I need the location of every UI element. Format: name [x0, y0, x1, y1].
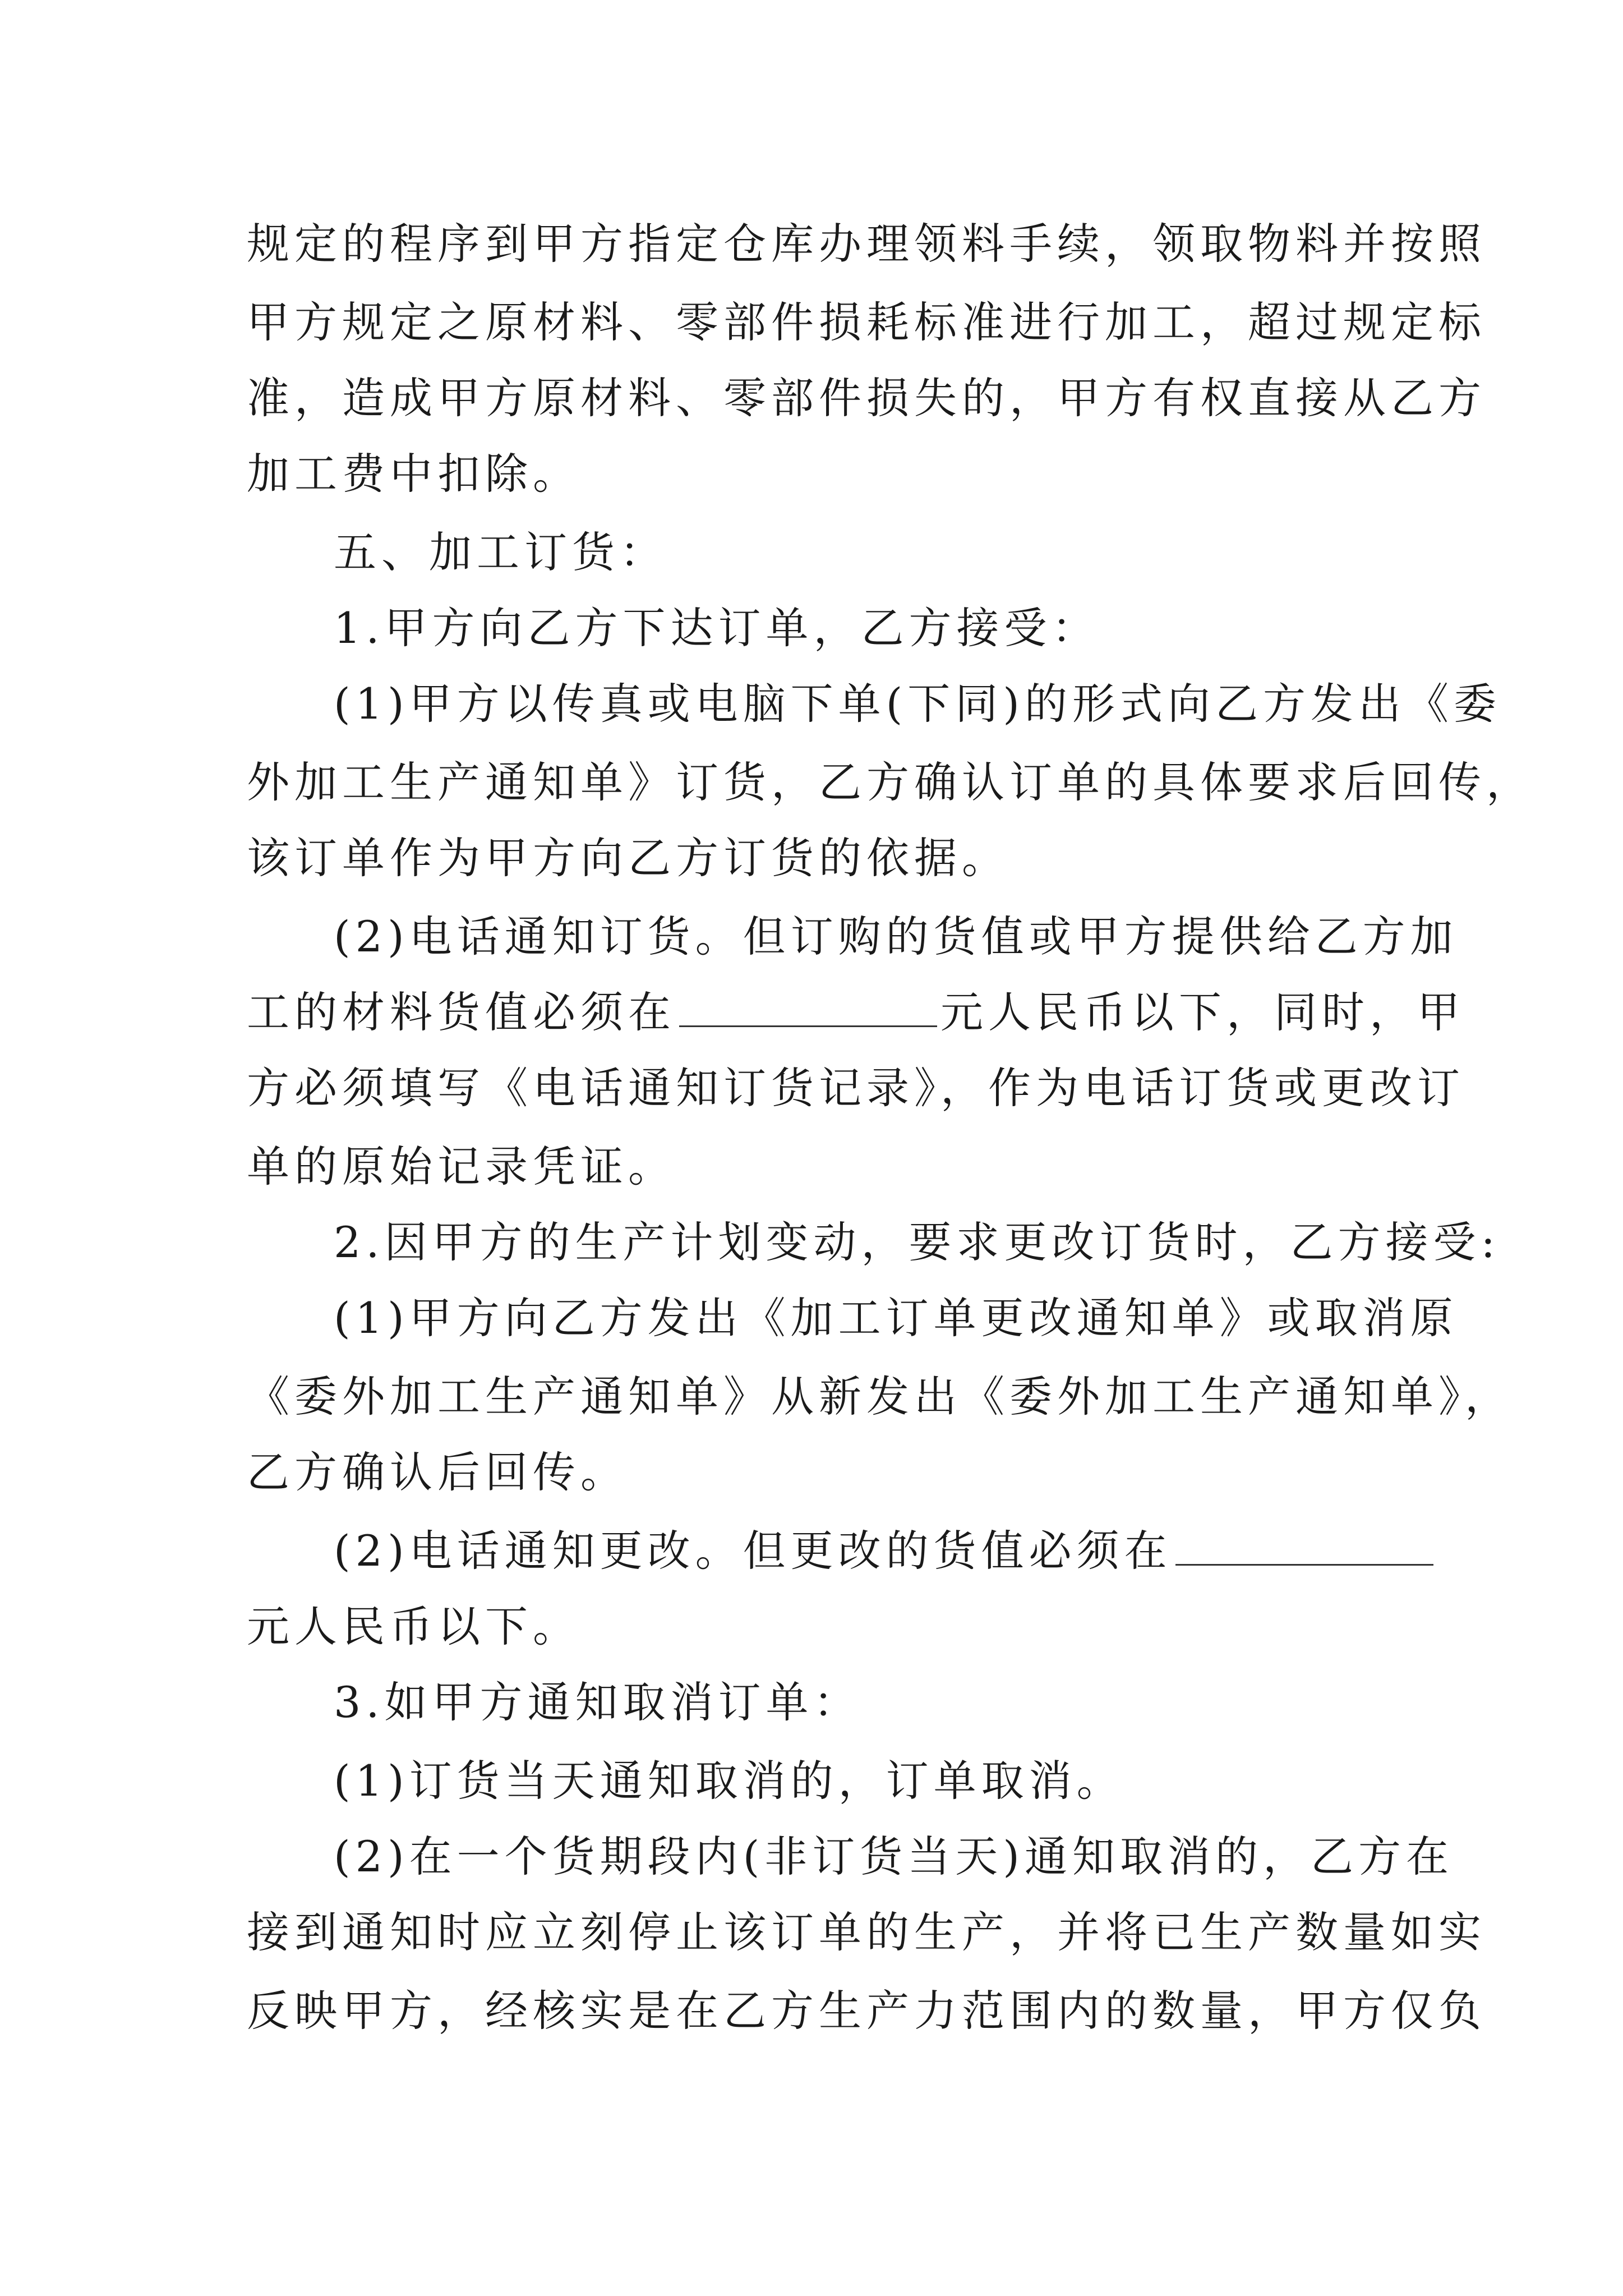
section-heading: 五、加工订货：: [334, 527, 667, 577]
paragraph-line: 该订单作为甲方向乙方订货的依据。: [247, 833, 1009, 883]
paragraph-line: 准，造成甲方原材料、零部件损失的，甲方有权直接从乙方: [247, 373, 1486, 423]
paragraph-line: (2)在一个货期段内(非订货当天)通知取消的，乙方在: [334, 1832, 1454, 1881]
line-text-before-blank: 工的材料货值必须在: [247, 987, 676, 1037]
paragraph-line: (1)甲方向乙方发出《加工订单更改通知单》或取消原: [334, 1293, 1458, 1343]
paragraph-line-with-blank: [247, 973, 1465, 1052]
fill-in-blank: [1175, 1524, 1433, 1566]
paragraph-line: 反映甲方，经核实是在乙方生产力范围内的数量，甲方仅负: [247, 1986, 1486, 2036]
paragraph-line-with-blank: [334, 1512, 1500, 1590]
paragraph-line: 加工费中扣除。: [247, 449, 580, 499]
paragraph-line: 接到通知时应立刻停止该订单的生产，并将已生产数量如实: [247, 1907, 1486, 1957]
paragraph-line: (1)订货当天通知取消的，订单取消。: [334, 1756, 1124, 1806]
paragraph-line: 单的原始记录凭证。: [247, 1142, 676, 1191]
paragraph-line: 元人民币以下。: [247, 1602, 580, 1651]
paragraph-line: 乙方确认后回传。: [247, 1447, 628, 1497]
fill-in-blank: [679, 985, 937, 1027]
line-text-after-blank: 元人民币以下，同时，甲: [940, 987, 1465, 1037]
clause-heading: 3.如甲方通知取消订单：: [334, 1677, 861, 1727]
paragraph-line: 方必须填写《电话通知订货记录》，作为电话订货或更改订: [247, 1063, 1465, 1113]
clause-heading: 1.甲方向乙方下达订单，乙方接受：: [334, 603, 1100, 653]
paragraph-line: 《委外加工生产通知单》从新发出《委外加工生产通知单》，: [247, 1372, 1513, 1421]
line-text-before-blank: (2)电话通知更改。但更改的货值必须在: [334, 1526, 1172, 1576]
paragraph-line: 甲方规定之原材料、零部件损耗标准进行加工，超过规定标: [247, 297, 1486, 347]
paragraph-line: 外加工生产通知单》订货，乙方确认订单的具体要求后回传，: [247, 757, 1534, 807]
paragraph-line: 规定的程序到甲方指定仓库办理领料手续，领取物料并按照: [247, 219, 1486, 269]
paragraph-line: (2)电话通知订货。但订购的货值或甲方提供给乙方加: [334, 912, 1458, 961]
paragraph-line: (1)甲方以传真或电脑下单(下同)的形式向乙方发出《委: [334, 679, 1501, 729]
clause-heading: 2.因甲方的生产计划变动，要求更改订货时，乙方接受:: [334, 1217, 1501, 1267]
